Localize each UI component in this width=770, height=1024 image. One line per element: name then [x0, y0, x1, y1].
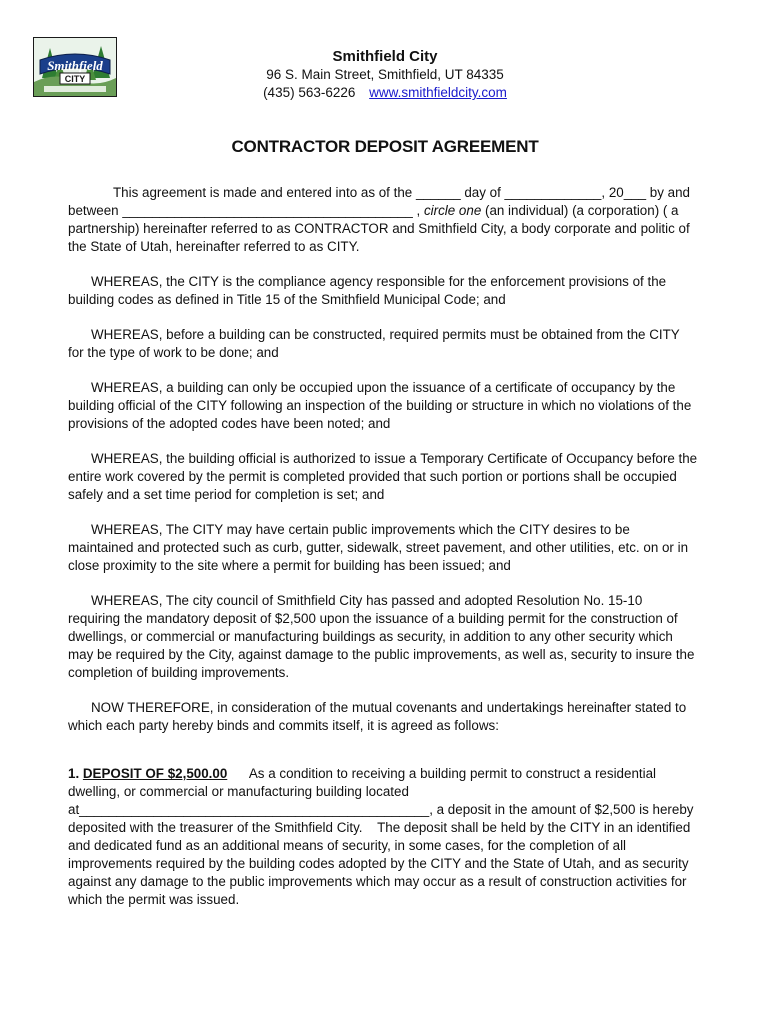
whereas-4: WHEREAS, the building official is authorized to issue a Temporary Certificate of Occupancy before the entire work covered by the permit is completed provided that such portion or portions shall be occupied safely and a set time period for completion is set; and — [68, 451, 698, 502]
section-1 — [68, 765, 698, 909]
section-1-text: As a condition to receiving a building permit to construct a residential dwelling, or commercial or manufacturing building located at_______________________________________________, a deposit in the amount of $2,500 is hereby deposited with the treasurer of the Smithfield City. The deposit shall be held by the CITY in an identified and dedicated fund as an additional means of security, in some cases, for the completion of all improvements required by the building codes adopted by the CITY and the State of Utah, and as security against any damage to the public improvements which may occur as a result of construction activities for which the permit was issued. — [68, 766, 698, 907]
whereas-5: WHEREAS, The CITY may have certain public improvements which the CITY desires to be maintained and protected such as curb, gutter, sidewalk, street pavement, and other utilities, etc. on or in close proximity to the site where a permit for building has been issued; and — [68, 522, 689, 573]
intro-paragraph — [68, 184, 698, 256]
phone: (435) 563-6226 — [263, 85, 356, 100]
website-link[interactable]: www.smithfieldcity.com — [369, 85, 507, 100]
address: 96 S. Main Street, Smithfield, UT 84335 — [266, 67, 504, 82]
whereas-3: WHEREAS, a building can only be occupied upon the issuance of a certificate of occupancy by the building official of the CITY following an inspection of the building or structure in which no violations of the provisions of the adopted codes have been noted; and — [68, 380, 692, 431]
section-1-number: 1. — [68, 766, 83, 781]
whereas-2: WHEREAS, before a building can be constructed, required permits must be obtained from the CITY for the type of work to be done; and — [68, 327, 680, 360]
whereas-6: WHEREAS, The city council of Smithfield City has passed and adopted Resolution No. 15-10 requiring the mandatory deposit of $2,500 upon the issuance of a building permit for the construction of dwellings, or commercial or manufacturing buildings as security, in addition to any other security which may be required by the City, against damage to the public improvements, as well as, security to insure the completion of building improvements. — [68, 593, 695, 680]
logo-top-text: Smithfield — [47, 58, 103, 73]
agreement-body — [68, 184, 698, 926]
now-therefore: NOW THEREFORE, in consideration of the mutual covenants and undertakings hereinafter stated to which each party hereby binds and commits itself, it is agreed as follows: — [68, 700, 687, 733]
whereas-1: WHEREAS, the CITY is the compliance agency responsible for the enforcement provisions of the building codes as defined in Title 15 of the Smithfield Municipal Code; and — [68, 274, 667, 307]
circle-one: circle one — [423, 203, 482, 218]
intro-part1: This agreement is made and entered into as of the ______ day of _____________, 20___ by and between _______________________________________ , — [68, 185, 690, 218]
org-name: Smithfield City — [332, 48, 438, 65]
document-title: CONTRACTOR DEPOSIT AGREEMENT — [231, 137, 539, 156]
section-1-heading: DEPOSIT OF $2,500.00 — [82, 766, 228, 781]
intro-part2: (an individual) (a corporation) ( a partnership) hereinafter referred to as CONTRACTOR and Smithfield City, a body corporate and politic of the State of Utah, hereinafter referred to as CITY. — [68, 203, 690, 254]
contact-line — [0, 84, 770, 102]
letterhead — [0, 47, 770, 102]
logo-bottom-text: CITY — [64, 74, 86, 84]
